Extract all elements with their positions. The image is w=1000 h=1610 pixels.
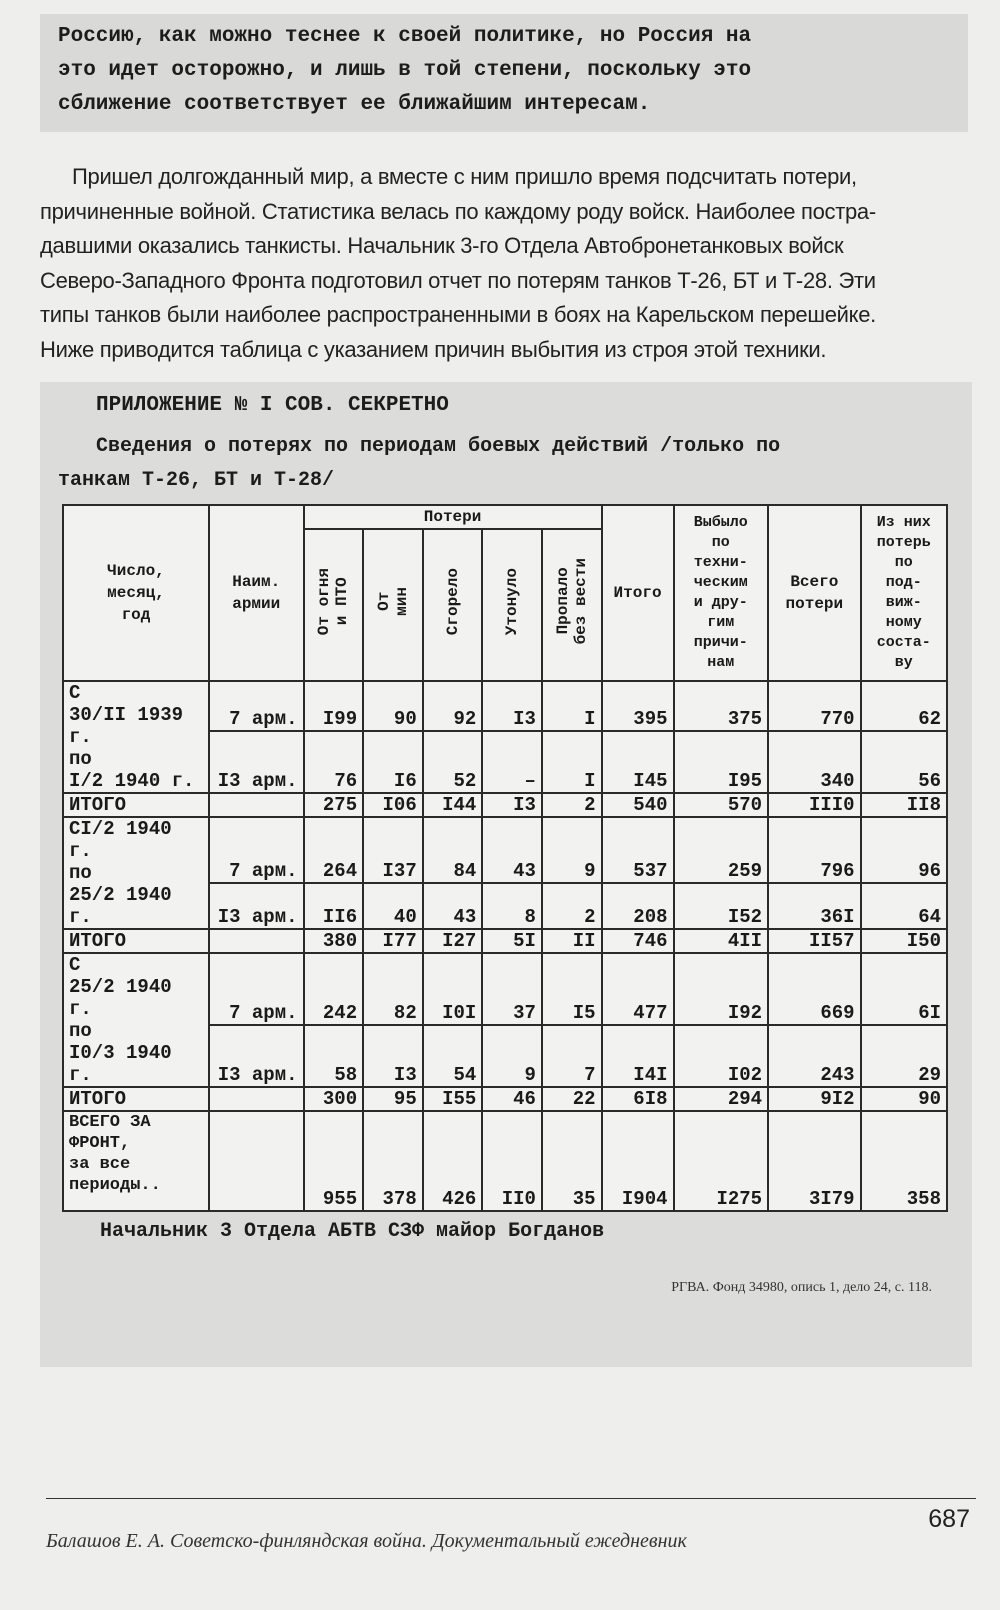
header-burned — [423, 529, 483, 681]
value-cell: 358 — [861, 1111, 947, 1211]
value-cell: 340 — [768, 731, 861, 793]
value-cell: 264 — [304, 817, 364, 883]
army-cell: 7 арм. — [209, 953, 304, 1025]
value-cell: 4II — [674, 929, 769, 953]
paragraph-line: Ниже приводится таблица с указанием причин выбытия из строя этой техники. — [40, 336, 827, 362]
value-cell: 90 — [861, 1087, 947, 1111]
quote-line: сближение соответствует ее ближайшим интересам. — [58, 93, 651, 116]
value-cell: 43 — [482, 817, 542, 883]
table-row — [63, 681, 947, 731]
header-all-losses: Всего потери — [768, 505, 861, 681]
army-cell: I3 арм. — [209, 731, 304, 793]
value-cell: 52 — [423, 731, 483, 793]
value-cell: 300 — [304, 1087, 364, 1111]
value-cell: 9I2 — [768, 1087, 861, 1111]
page-number: 687 — [928, 1505, 970, 1533]
value-cell: I50 — [861, 929, 947, 953]
value-cell: I904 — [602, 1111, 674, 1211]
empty-cell — [209, 1111, 304, 1211]
header-technical: Выбыло по техни- ческим и дру- гим причи- нам — [674, 505, 769, 681]
paragraph-line: типы танков были наиболее распространенными в боях на Карельском перешейке. — [40, 302, 876, 327]
header-drowned-text: Утонуло — [503, 567, 522, 636]
value-cell: I3 — [363, 1025, 423, 1087]
value-cell: 3I79 — [768, 1111, 861, 1211]
value-cell: 208 — [602, 883, 674, 929]
value-cell: 9 — [542, 817, 602, 883]
header-date: Число, месяц, год — [63, 505, 209, 681]
value-cell: 243 — [768, 1025, 861, 1087]
signature: Начальник 3 Отдела АБТВ СЗФ майор Богданов — [100, 1220, 605, 1243]
value-cell: 477 — [602, 953, 674, 1025]
table-row — [63, 817, 947, 883]
itogo-row — [63, 929, 947, 953]
header-mines — [363, 529, 423, 681]
value-cell: 7 — [542, 1025, 602, 1087]
value-cell: – — [482, 731, 542, 793]
appendix-document — [40, 382, 972, 1367]
value-cell: I6 — [363, 731, 423, 793]
period-cell: С 25/2 1940 г. по I0/3 1940 г. — [63, 953, 209, 1087]
itogo-label: ИТОГО — [63, 1087, 209, 1111]
value-cell: 8 — [482, 883, 542, 929]
value-cell: 62 — [861, 681, 947, 731]
quote-line: это идет осторожно, и лишь в той степени, поскольку это — [58, 59, 752, 82]
subtitle-line: танкам Т-26, БТ и Т-28/ — [58, 469, 335, 492]
header-chassis: Из них потерь по под- виж- ному соста- ву — [861, 505, 947, 681]
value-cell: 46 — [482, 1087, 542, 1111]
body-paragraph — [40, 160, 970, 367]
grand-total-label: ВСЕГО ЗА ФРОНТ, за все периоды.. — [63, 1111, 209, 1211]
header-missing-text: Пропало без вести — [553, 558, 590, 645]
archive-source: РГВА. Фонд 34980, опись 1, дело 24, с. 118. — [671, 1280, 932, 1295]
value-cell: II — [542, 929, 602, 953]
value-cell: 294 — [674, 1087, 769, 1111]
value-cell: I52 — [674, 883, 769, 929]
quote-line: Россию, как можно теснее к своей политике, но Россия на — [58, 25, 752, 48]
value-cell: 6I8 — [602, 1087, 674, 1111]
value-cell: I37 — [363, 817, 423, 883]
value-cell: II6 — [304, 883, 364, 929]
value-cell: I99 — [304, 681, 364, 731]
value-cell: I06 — [363, 793, 423, 817]
itogo-row — [63, 793, 947, 817]
subtitle-line: Сведения о потерях по периодам боевых действий /только по — [96, 435, 781, 458]
value-cell: I3 — [482, 681, 542, 731]
value-cell: 56 — [861, 731, 947, 793]
army-cell: 7 арм. — [209, 681, 304, 731]
value-cell: 95 — [363, 1087, 423, 1111]
value-cell: 22 — [542, 1087, 602, 1111]
paragraph-line: причиненные войной. Статистика велась по каждому роду войск. Наиболее постра- — [40, 198, 876, 224]
value-cell: 375 — [674, 681, 769, 731]
itogo-label: ИТОГО — [63, 793, 209, 817]
footer-rule — [46, 1498, 976, 1499]
value-cell: 770 — [768, 681, 861, 731]
value-cell: 2 — [542, 793, 602, 817]
value-cell: II0 — [482, 1111, 542, 1211]
value-cell: I — [542, 731, 602, 793]
value-cell: 43 — [423, 883, 483, 929]
army-cell: I3 арм. — [209, 1025, 304, 1087]
empty-cell — [209, 793, 304, 817]
value-cell: I45 — [602, 731, 674, 793]
itogo-row — [63, 1087, 947, 1111]
value-cell: 36I — [768, 883, 861, 929]
army-cell: I3 арм. — [209, 883, 304, 929]
header-fire — [304, 529, 364, 681]
header-missing — [542, 529, 602, 681]
value-cell: 54 — [423, 1025, 483, 1087]
value-cell: I — [542, 681, 602, 731]
period-cell: С 30/II 1939 г. по I/2 1940 г. — [63, 681, 209, 793]
army-cell: 7 арм. — [209, 817, 304, 883]
appendix-subtitle — [58, 430, 958, 498]
header-drowned — [482, 529, 542, 681]
value-cell: 35 — [542, 1111, 602, 1211]
value-cell: 746 — [602, 929, 674, 953]
period-cell: СI/2 1940 г. по 25/2 1940 г. — [63, 817, 209, 929]
value-cell: 6I — [861, 953, 947, 1025]
value-cell: 378 — [363, 1111, 423, 1211]
value-cell: 275 — [304, 793, 364, 817]
value-cell: I02 — [674, 1025, 769, 1087]
header-total: Итого — [602, 505, 674, 681]
value-cell: 90 — [363, 681, 423, 731]
value-cell: 96 — [861, 817, 947, 883]
table-row — [63, 953, 947, 1025]
quote-block — [40, 14, 968, 132]
value-cell: 380 — [304, 929, 364, 953]
value-cell: 669 — [768, 953, 861, 1025]
value-cell: I4I — [602, 1025, 674, 1087]
header-burned-text: Сгорело — [443, 567, 462, 636]
value-cell: 259 — [674, 817, 769, 883]
value-cell: 76 — [304, 731, 364, 793]
value-cell: I95 — [674, 731, 769, 793]
value-cell: II57 — [768, 929, 861, 953]
appendix-heading: ПРИЛОЖЕНИЕ № I СОВ. СЕКРЕТНО — [96, 394, 449, 417]
value-cell: 395 — [602, 681, 674, 731]
losses-table — [62, 504, 948, 1212]
value-cell: 92 — [423, 681, 483, 731]
value-cell: 796 — [768, 817, 861, 883]
value-cell: 84 — [423, 817, 483, 883]
value-cell: I44 — [423, 793, 483, 817]
value-cell: I5 — [542, 953, 602, 1025]
paragraph-line: Пришел долгожданный мир, а вместе с ним пришло время подсчитать потери, — [72, 164, 857, 189]
value-cell: I3 — [482, 793, 542, 817]
value-cell: 9 — [482, 1025, 542, 1087]
value-cell: 540 — [602, 793, 674, 817]
value-cell: I55 — [423, 1087, 483, 1111]
header-mines-text: От мин — [374, 587, 411, 616]
header-losses: Потери — [304, 505, 602, 529]
paragraph-line: Северо-Западного Фронта подготовил отчет по потерям танков Т-26, БТ и Т-28. Эти — [40, 267, 876, 293]
itogo-label: ИТОГО — [63, 929, 209, 953]
empty-cell — [209, 929, 304, 953]
header-fire-text: От огня и ПТО — [315, 567, 352, 636]
value-cell: I92 — [674, 953, 769, 1025]
value-cell: 82 — [363, 953, 423, 1025]
paragraph-line: давшими оказались танкисты. Начальник 3-го Отдела Автобронетанковых войск — [40, 233, 844, 258]
quote-text — [58, 20, 958, 122]
value-cell: 64 — [861, 883, 947, 929]
value-cell: 955 — [304, 1111, 364, 1211]
value-cell: 426 — [423, 1111, 483, 1211]
value-cell: 29 — [861, 1025, 947, 1087]
empty-cell — [209, 1087, 304, 1111]
value-cell: 40 — [363, 883, 423, 929]
grand-total-row — [63, 1111, 947, 1211]
value-cell: I27 — [423, 929, 483, 953]
value-cell: 537 — [602, 817, 674, 883]
value-cell: 37 — [482, 953, 542, 1025]
value-cell: 570 — [674, 793, 769, 817]
value-cell: I0I — [423, 953, 483, 1025]
header-army: Наим. армии — [209, 505, 304, 681]
value-cell: I77 — [363, 929, 423, 953]
value-cell: 5I — [482, 929, 542, 953]
value-cell: 58 — [304, 1025, 364, 1087]
running-footer: Балашов Е. А. Советско-финляндская война. Документальный ежедневник — [46, 1530, 687, 1552]
header-row — [63, 505, 947, 529]
value-cell: III0 — [768, 793, 861, 817]
value-cell: 2 — [542, 883, 602, 929]
value-cell: I275 — [674, 1111, 769, 1211]
value-cell: 242 — [304, 953, 364, 1025]
value-cell: II8 — [861, 793, 947, 817]
